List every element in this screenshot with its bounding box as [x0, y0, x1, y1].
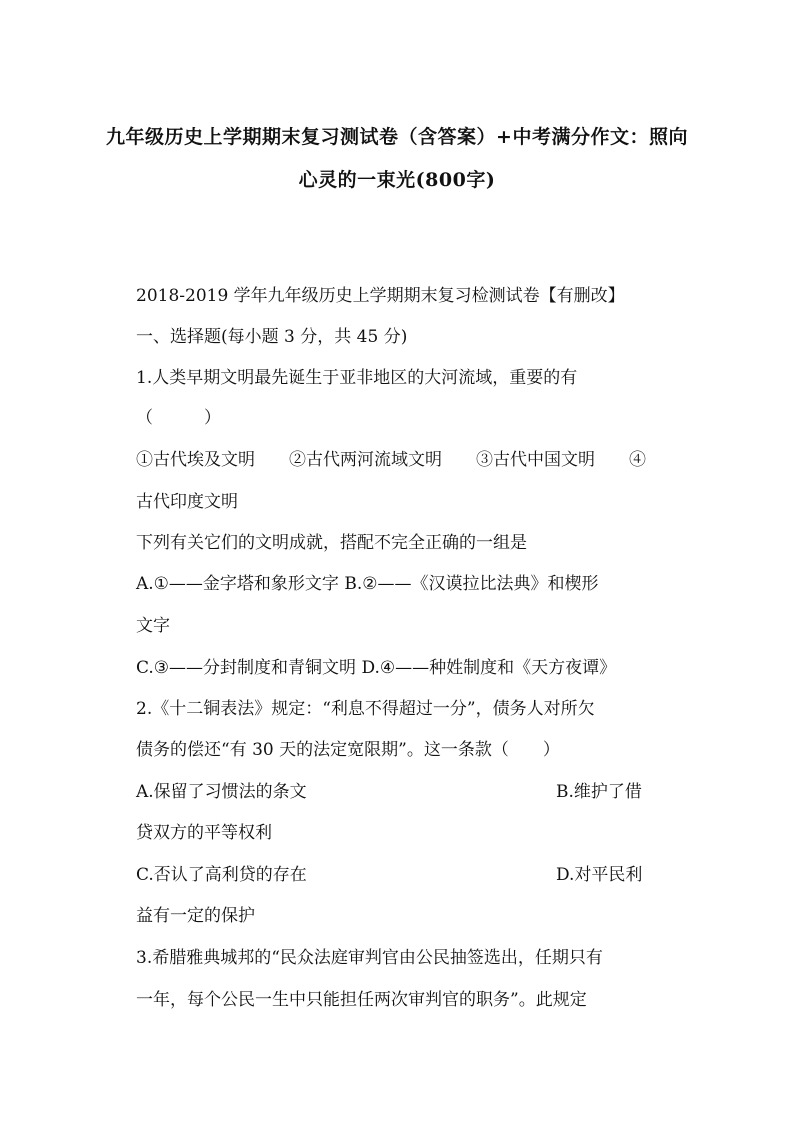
- q2-option-b: B.维护了借: [556, 782, 642, 802]
- q2-stem-line2: 债务的偿还“有 30 天的法定宽限期”。这一条款（ ）: [136, 740, 560, 760]
- q3-stem-line2: 一年，每个公民一生中只能担任两次审判官的职务”。此规定: [136, 990, 587, 1010]
- q1-prompt: 下列有关它们的文明成就，搭配不完全正确的一组是: [136, 533, 527, 553]
- q1-bracket: （ ）: [136, 408, 221, 428]
- section-heading: 一、选择题(每小题 3 分，共 45 分): [136, 327, 408, 347]
- q3-stem-line1: 3.希腊雅典城邦的“民众法庭审判官由公民抽签选出，任期只有: [136, 948, 603, 968]
- q1-option-cd: C.③——分封制度和青铜文明 D.④——种姓制度和《天方夜谭》: [136, 658, 617, 678]
- q2-option-a: A.保留了习惯法的条文: [136, 782, 307, 802]
- q2-option-c: C.否认了高利贷的存在: [136, 865, 307, 885]
- q2-option-d-continued: 益有一定的保护: [136, 906, 255, 926]
- q2-option-b-continued: 贷双方的平等权利: [136, 823, 272, 843]
- q1-items-line1: ①古代埃及文明 ②古代两河流域文明 ③古代中国文明 ④: [136, 450, 646, 470]
- q2-stem-line1: 2.《十二铜表法》规定：“利息不得超过一分”，债务人对所欠: [136, 699, 595, 719]
- q1-stem: 1.人类早期文明最先诞生于亚非地区的大河流域，重要的有: [136, 368, 578, 388]
- document-title-line-2: 心灵的一束光(800字): [298, 169, 496, 191]
- q2-option-d: D.对平民利: [556, 865, 643, 885]
- document-title-line-1: 九年级历史上学期期末复习测试卷（含答案）+中考满分作文：照向: [106, 126, 688, 148]
- q1-items-line2: 古代印度文明: [136, 492, 238, 512]
- exam-header: 2018-2019 学年九年级历史上学期期末复习检测试卷【有删改】: [136, 286, 625, 306]
- q1-option-ab-line2: 文字: [136, 616, 170, 636]
- q1-option-ab-line1: A.①——金字塔和象形文字 B.②——《汉谟拉比法典》和楔形: [136, 574, 599, 594]
